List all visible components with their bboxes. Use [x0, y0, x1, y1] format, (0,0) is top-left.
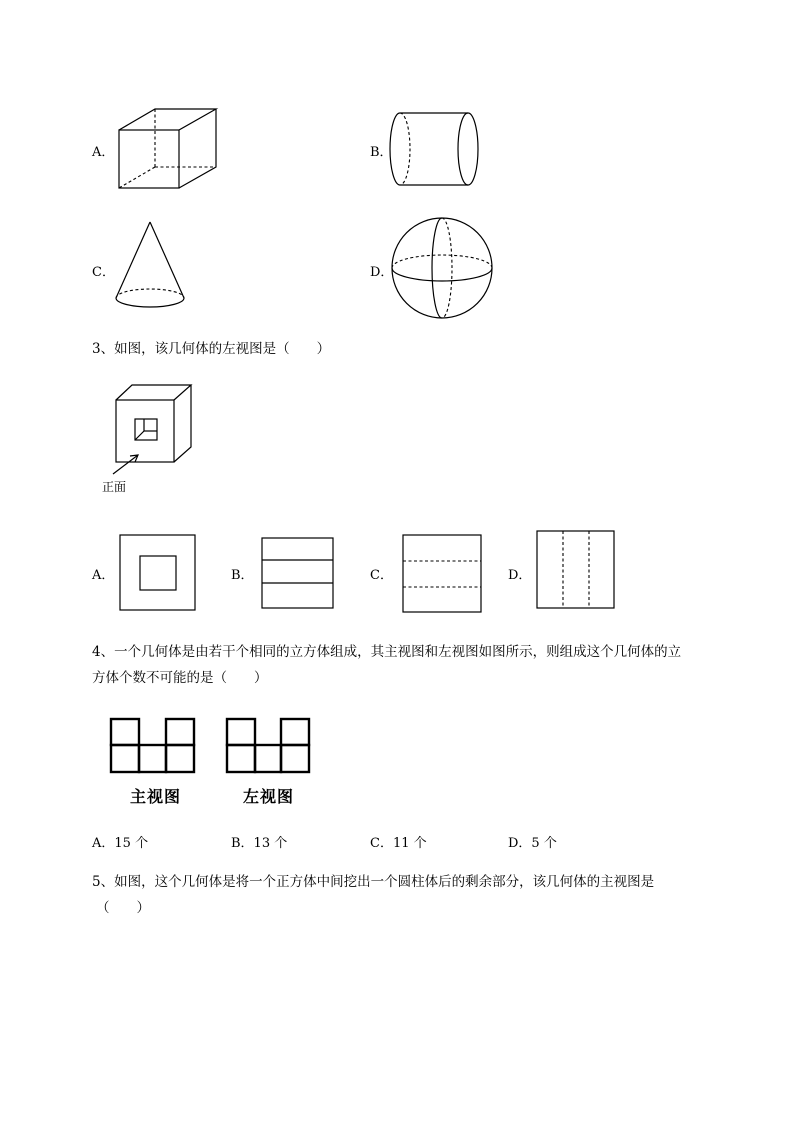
q4-option-a[interactable]: A．15 个	[92, 836, 149, 851]
q2-option-b-label[interactable]: B．	[370, 145, 393, 160]
q4-option-b[interactable]: B．13 个	[231, 836, 288, 851]
q4-option-d[interactable]: D．5 个	[508, 836, 557, 851]
q4-option-c[interactable]: C．11 个	[370, 836, 427, 851]
q4-front-view-label: 主视图	[130, 787, 182, 806]
q5-question-text-line1: 5、如图，这个几何体是将一个正方体中间挖出一个圆柱体后的剩余部分，该几何体的主视图是	[92, 874, 655, 890]
q2-option-d-label[interactable]: D．	[370, 265, 394, 280]
q4-question-text-line2: 方体个数不可能的是（ ）	[92, 670, 268, 686]
q4-question-text-line1: 4、一个几何体是由若干个相同的立方体组成，其主视图和左视图如图所示，则组成这个几何体的立	[92, 644, 682, 660]
q3-option-c-label[interactable]: C．	[370, 568, 393, 583]
q3-option-b-label[interactable]: B．	[231, 568, 254, 583]
q3-front-label: 正面	[102, 480, 127, 494]
q2-option-a-label[interactable]: A．	[92, 145, 115, 160]
q3-option-a-label[interactable]: A．	[92, 568, 115, 583]
q3-question-text: 3、如图，该几何体的左视图是（ ）	[92, 341, 331, 357]
q3-option-d-label[interactable]: D．	[508, 568, 532, 583]
q5-question-text-line2: （ ）	[96, 900, 150, 916]
q4-left-view-label: 左视图	[243, 787, 295, 806]
q2-option-c-label[interactable]: C．	[92, 265, 115, 280]
